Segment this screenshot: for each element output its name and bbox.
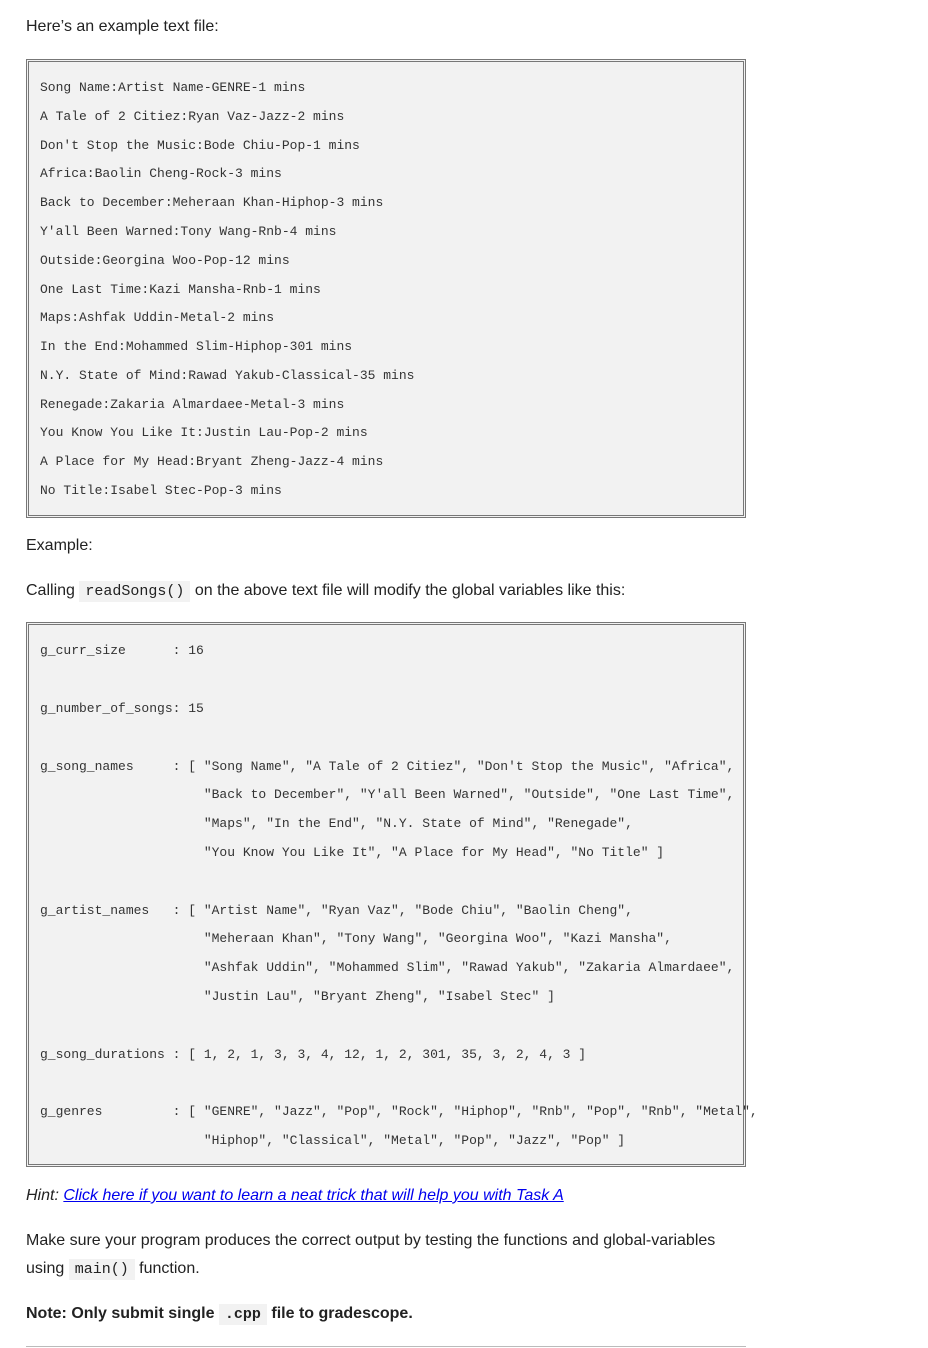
code-line: No Title:Isabel Stec-Pop-3 mins — [40, 483, 282, 498]
code-line: N.Y. State of Mind:Rawad Yakub-Classical-35 mins — [40, 368, 415, 383]
code-line: "Justin Lau", "Bryant Zheng", "Isabel Stec" ] — [40, 989, 555, 1004]
inline-code-cpp: .cpp — [219, 1304, 267, 1325]
code-line: "Hiphop", "Classical", "Metal", "Pop", "Jazz", "Pop" ] — [40, 1133, 626, 1148]
code-line: A Place for My Head:Bryant Zheng-Jazz-4 mins — [40, 454, 384, 469]
make-sure-text: Make sure your program produces the correct output by testing the functions and global-variables using — [26, 1232, 716, 1277]
intro-text: Here’s an example text file: — [26, 18, 219, 35]
song-file-code-block — [26, 59, 746, 518]
code-line: "Meheraan Khan", "Tony Wang", "Georgina Woo", "Kazi Mansha", — [40, 931, 672, 946]
code-line: "Back to December", "Y'all Been Warned", "Outside", "One Last Time", — [40, 787, 735, 802]
make-sure-paragraph — [26, 1227, 746, 1284]
submission-note — [26, 1300, 413, 1329]
code-line: g_curr_size : 16 — [40, 643, 204, 658]
code-line: g_artist_names : [ "Artist Name", "Ryan Vaz", "Bode Chiu", "Baolin Cheng", — [40, 903, 633, 918]
code-line: Renegade:Zakaria Almardaee-Metal-3 mins — [40, 397, 345, 412]
code-line: g_song_durations : [ 1, 2, 1, 3, 3, 4, 12, 1, 2, 301, 35, 3, 2, 4, 3 ] — [40, 1047, 587, 1062]
code-line: g_number_of_songs: 15 — [40, 701, 204, 716]
horizontal-divider — [26, 1346, 746, 1347]
inline-code-readsongs: readSongs() — [79, 581, 190, 602]
code-line: In the End:Mohammed Slim-Hiphop-301 mins — [40, 339, 353, 354]
code-line: You Know You Like It:Justin Lau-Pop-2 mins — [40, 425, 368, 440]
code-line: Maps:Ashfak Uddin-Metal-2 mins — [40, 310, 275, 325]
code-line: "Ashfak Uddin", "Mohammed Slim", "Rawad Yakub", "Zakaria Almardaee", — [40, 960, 735, 975]
note-suffix: file to gradescope. — [271, 1305, 413, 1322]
code-line: Outside:Georgina Woo-Pop-12 mins — [40, 253, 290, 268]
code-line: g_genres : [ "GENRE", "Jazz", "Pop", "Rock", "Hiphop", "Rnb", "Pop", "Rnb", "Metal", — [40, 1104, 758, 1119]
code-line: "Maps", "In the End", "N.Y. State of Mind", "Renegade", — [40, 816, 633, 831]
code-line: Song Name:Artist Name-GENRE-1 mins — [40, 80, 306, 95]
code-line: A Tale of 2 Citiez:Ryan Vaz-Jazz-2 mins — [40, 109, 345, 124]
code-line: Back to December:Meheraan Khan-Hiphop-3 mins — [40, 195, 384, 210]
hint-link[interactable]: Click here if you want to learn a neat trick that will help you with Task A — [63, 1187, 564, 1204]
inline-code-main: main() — [69, 1259, 135, 1280]
calling-prefix: Calling — [26, 582, 75, 599]
calling-suffix: on the above text file will modify the global variables like this: — [194, 582, 626, 599]
code-line: Africa:Baolin Cheng-Rock-3 mins — [40, 166, 282, 181]
globals-code-block — [26, 622, 758, 1167]
code-line: Don't Stop the Music:Bode Chiu-Pop-1 mins — [40, 138, 360, 153]
code-line: "You Know You Like It", "A Place for My Head", "No Title" ] — [40, 845, 665, 860]
code-line: One Last Time:Kazi Mansha-Rnb-1 mins — [40, 282, 321, 297]
hint-line — [26, 1182, 564, 1210]
hint-label: Hint: — [26, 1187, 59, 1204]
note-prefix: Note: Only submit single — [26, 1305, 215, 1322]
example-label: Example: — [26, 537, 93, 554]
calling-sentence — [26, 577, 625, 606]
code-line: Y'all Been Warned:Tony Wang-Rnb-4 mins — [40, 224, 337, 239]
code-line: g_song_names : [ "Song Name", "A Tale of 2 Citiez", "Don't Stop the Music", "Africa", — [40, 759, 735, 774]
make-sure-suffix: function. — [139, 1260, 200, 1277]
